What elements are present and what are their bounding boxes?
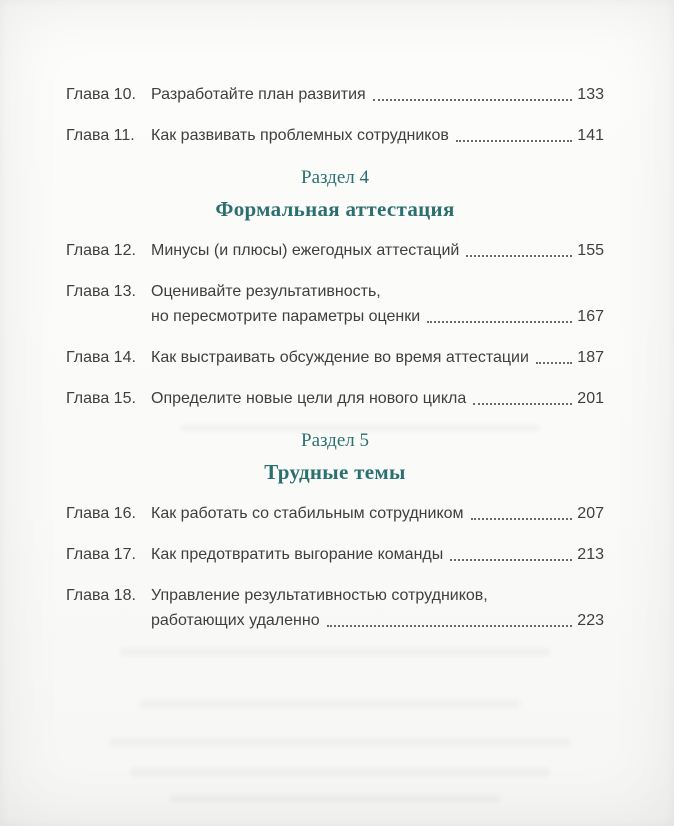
toc-entry-chapter-16 (66, 503, 604, 524)
dot-leader (450, 559, 572, 561)
page-number: 133 (577, 86, 604, 103)
toc-entry-chapter-12 (66, 240, 604, 261)
chapter-title: Минусы (и плюсы) ежегодных аттестаций (151, 242, 460, 259)
section-label: Раздел 4 (301, 167, 369, 188)
page-number: 141 (577, 127, 604, 144)
entry-lines (151, 240, 604, 261)
dot-leader (427, 321, 572, 323)
dot-leader (456, 140, 572, 142)
entry-lines (151, 503, 604, 524)
dot-leader (373, 99, 573, 101)
chapter-title-line-2: но пересмотрите параметры оценки (151, 308, 421, 325)
toc-entry-chapter-13 (66, 281, 604, 327)
page-number: 201 (577, 390, 604, 407)
chapter-label: Глава 15. (66, 390, 136, 407)
page-number: 155 (577, 242, 604, 259)
entry-lines (151, 84, 604, 105)
chapter-label: Глава 12. (66, 242, 136, 259)
entry-lines (151, 347, 604, 368)
toc-entry-chapter-11 (66, 125, 604, 146)
entry-lines (151, 125, 604, 146)
chapter-title: Как предотвратить выгорание команды (151, 546, 444, 563)
chapter-title-line-2: работающих удаленно (151, 612, 320, 629)
page-number: 223 (577, 612, 604, 629)
page-number: 167 (577, 308, 604, 325)
entry-lines (151, 388, 604, 409)
chapter-label: Глава 13. (66, 283, 136, 300)
chapter-title: Как выстраивать обсуждение во время аттестации (151, 349, 529, 366)
entry-lines (151, 544, 604, 565)
toc-entry-chapter-17 (66, 544, 604, 565)
toc-entry-chapter-18 (66, 585, 604, 631)
section-title: Трудные темы (264, 460, 406, 484)
toc-entry-chapter-15 (66, 388, 604, 409)
page-number: 213 (577, 546, 604, 563)
dot-leader (471, 518, 573, 520)
chapter-title: Оценивайте результативность, (151, 283, 381, 300)
chapter-title: Как работать со стабильным сотрудником (151, 505, 464, 522)
section-header-4 (66, 166, 604, 222)
chapter-title: Как развивать проблемных сотрудников (151, 127, 449, 144)
entry-lines (151, 281, 604, 327)
chapter-label: Глава 17. (66, 546, 136, 563)
section-header-5 (66, 429, 604, 485)
chapter-label: Глава 14. (66, 349, 136, 366)
toc-entry-chapter-14 (66, 347, 604, 368)
section-title: Формальная аттестация (215, 197, 455, 221)
entry-lines (151, 585, 604, 631)
chapter-title: Определите новые цели для нового цикла (151, 390, 467, 407)
chapter-label: Глава 11. (66, 127, 135, 144)
page-number: 207 (577, 505, 604, 522)
dot-leader (536, 362, 572, 364)
chapter-title: Разработайте план развития (151, 86, 366, 103)
toc-entry-chapter-10 (66, 84, 604, 105)
dot-leader (327, 625, 573, 627)
dot-leader (473, 403, 572, 405)
chapter-title: Управление результативностью сотрудников, (151, 587, 488, 604)
chapter-label: Глава 18. (66, 587, 136, 604)
chapter-label: Глава 10. (66, 86, 136, 103)
section-label: Раздел 5 (301, 430, 369, 451)
dot-leader (466, 255, 572, 257)
chapter-label: Глава 16. (66, 505, 136, 522)
page-number: 187 (577, 349, 604, 366)
